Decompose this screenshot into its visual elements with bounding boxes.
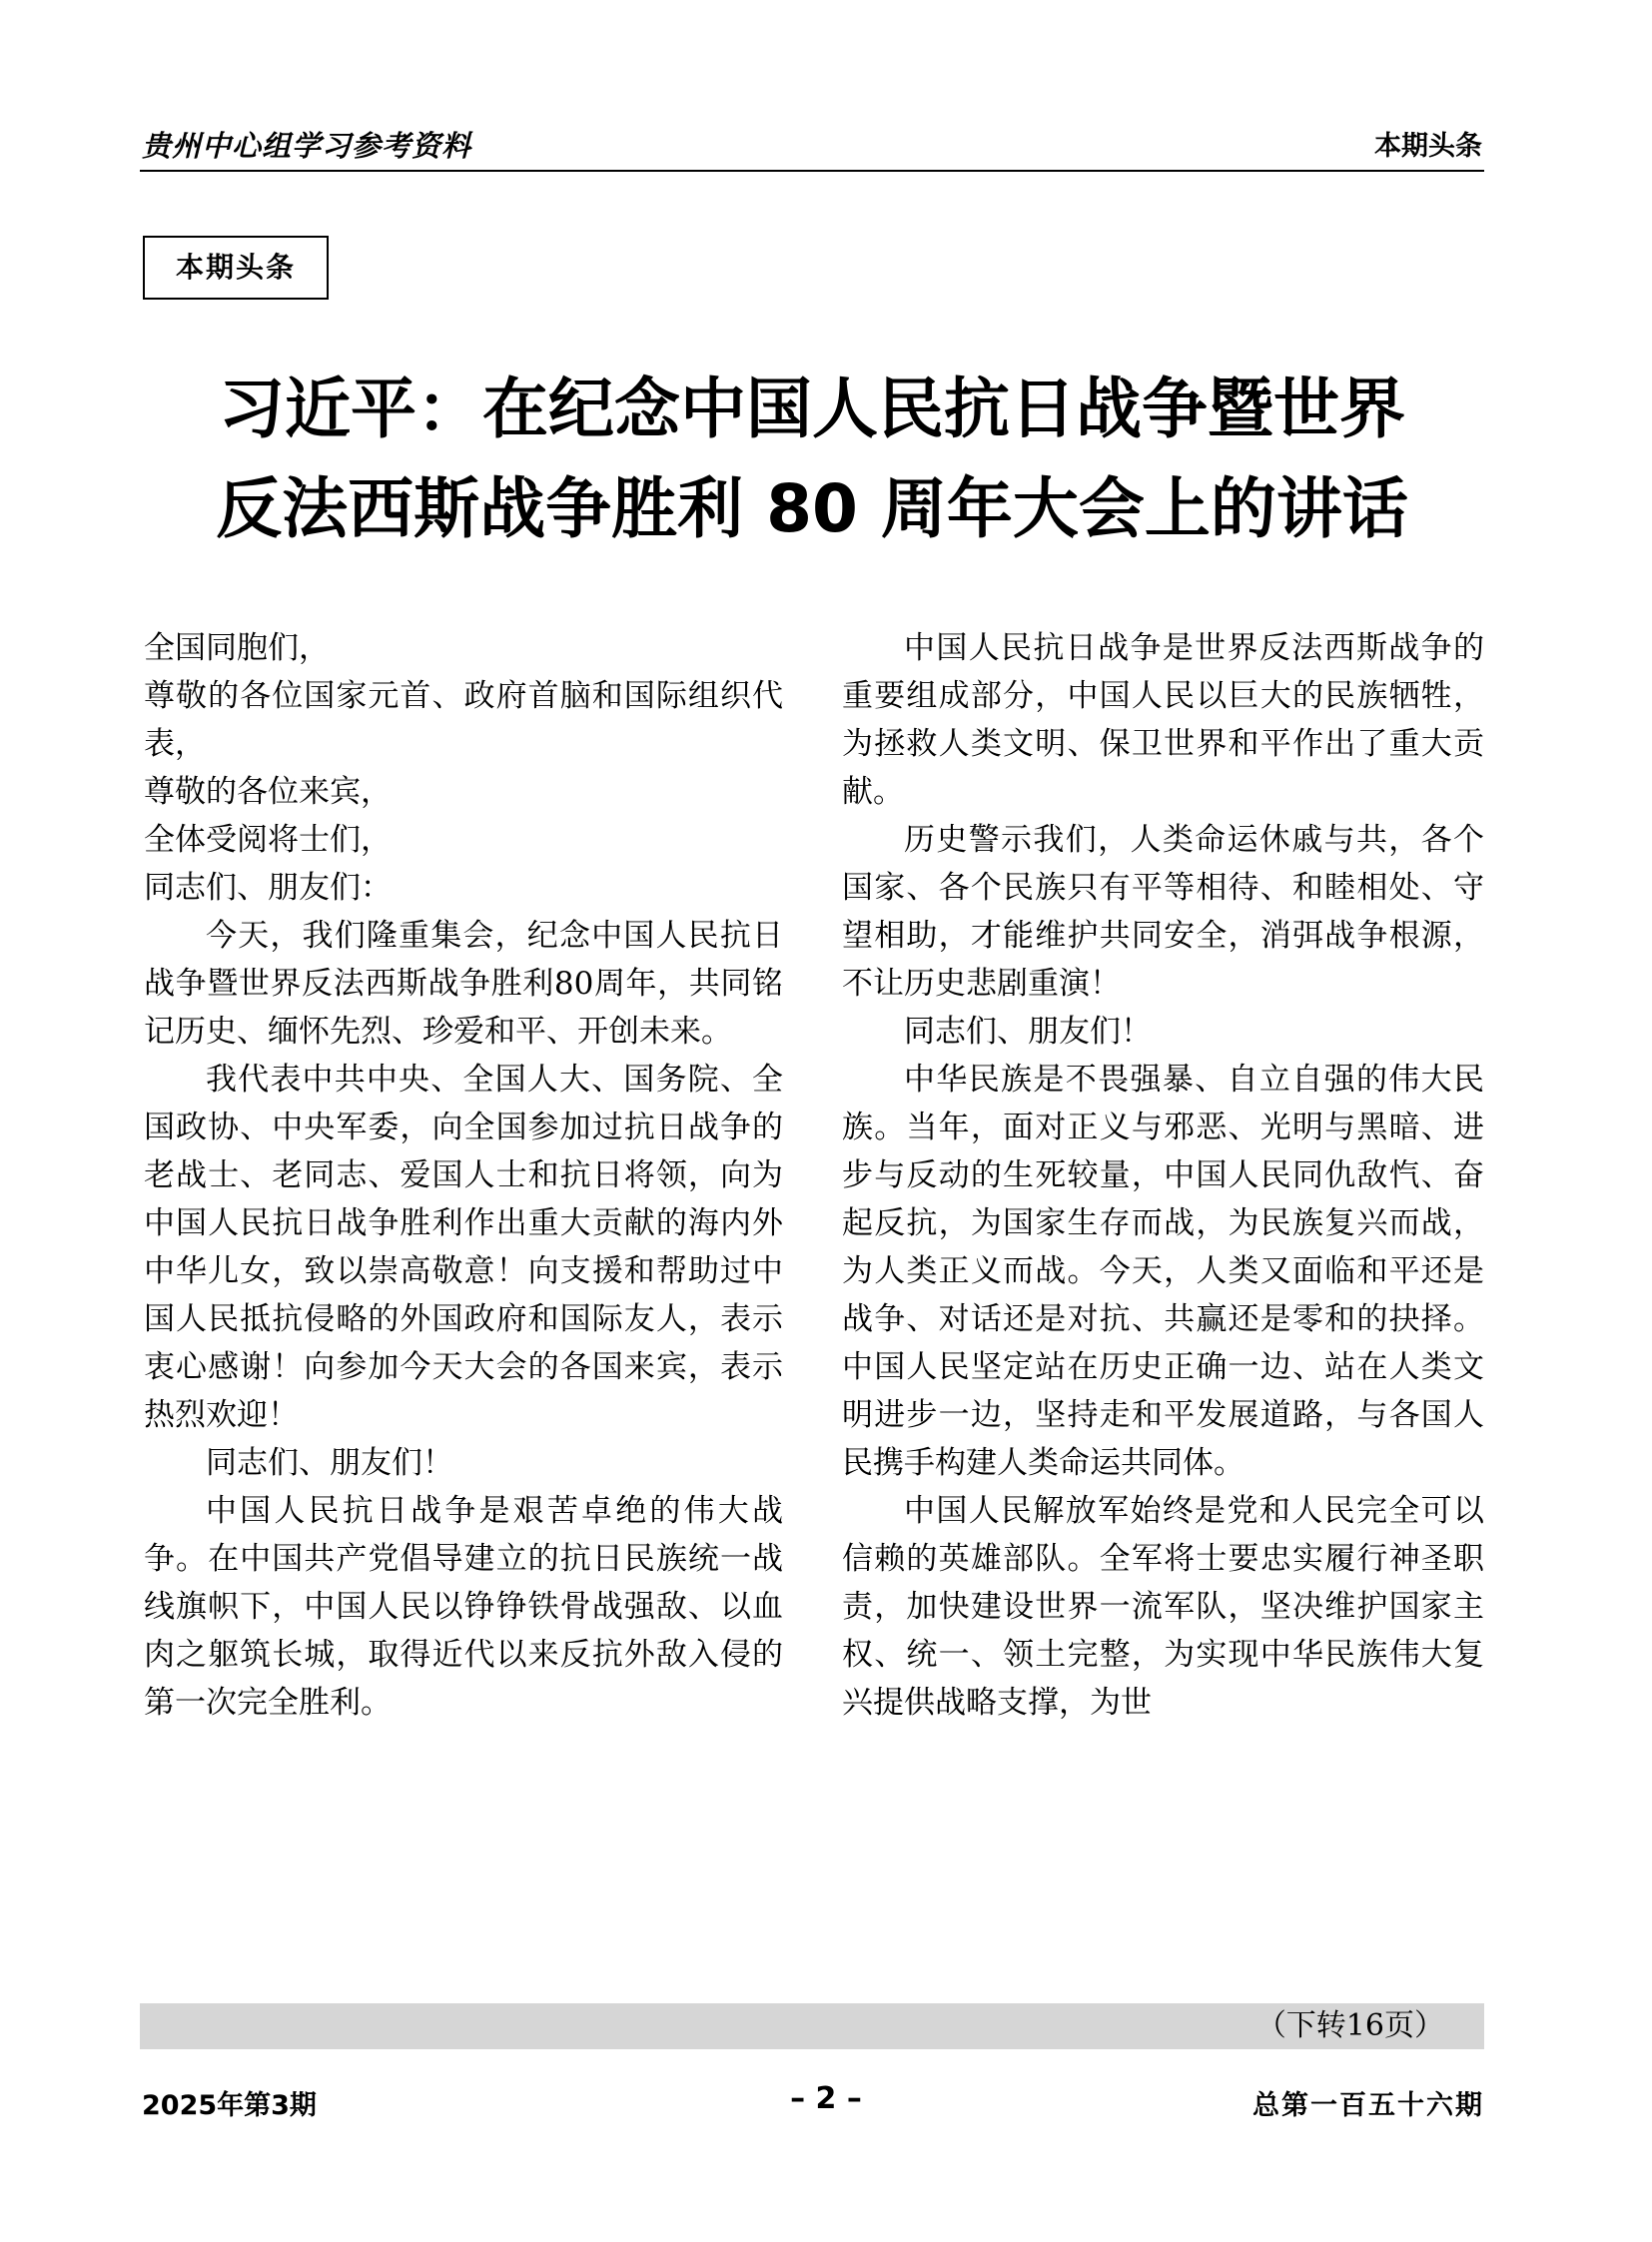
paragraph: 中华民族是不畏强暴、自立自强的伟大民族。当年，面对正义与邪恶、光明与黑暗、进步与反动的生死较量，中国人民同仇敌忾、奋起反抗，为国家生存而战，为民族复兴而战，为人类正义而战。今天，人类又面临和平还是战争、对话还是对抗、共赢还是零和的抉择。中国人民坚定站在历史正确一边、站在人类文明进步一边，坚持走和平发展道路，与各国人民携手构建人类命运共同体。: [842, 1062, 1484, 1481]
footer-page-number: – 2 –: [790, 2081, 862, 2116]
continued-note: （下转16页）: [1255, 2008, 1444, 2043]
publication-name: 贵州中心组学习参考资料: [142, 129, 472, 163]
left-column: [144, 624, 783, 1727]
paragraph: 中国人民解放军始终是党和人民完全可以信赖的英雄部队。全军将士要忠实履行神圣职责，加快建设世界一流军队，坚决维护国家主权、统一、领土完整，为实现中华民族伟大复兴提供战略支撑，为世: [842, 1493, 1484, 1721]
paragraph: 中国人民抗日战争是世界反法西斯战争的重要组成部分，中国人民以巨大的民族牺牲，为拯救人类文明、保卫世界和平作出了重大贡献。: [842, 630, 1484, 810]
paragraph: 中国人民抗日战争是艰苦卓绝的伟大战争。在中国共产党倡导建立的抗日民族统一战线旗帜下，中国人民以铮铮铁骨战强敌、以血肉之躯筑长城，取得近代以来反抗外敌入侵的第一次完全胜利。: [144, 1493, 783, 1721]
paragraph: 同志们、朋友们！: [904, 1014, 1152, 1050]
footer-issue: 2025年第3期: [142, 2090, 317, 2121]
header-section-label: 本期头条: [1374, 131, 1482, 162]
article-title-line-1: 习近平：在纪念中国人民抗日战争暨世界: [219, 371, 1405, 447]
paragraph: 尊敬的各位国家元首、政府首脑和国际组织代表，: [144, 678, 783, 762]
section-tag: 本期头条: [143, 236, 329, 300]
paragraph: 全体受阅将士们，: [144, 822, 392, 858]
paragraph: 我代表中共中央、全国人大、国务院、全国政协、中央军委，向全国参加过抗日战争的老战士、老同志、爱国人士和抗日将领，向为中国人民抗日战争胜利作出重大贡献的海内外中华儿女，致以崇高敬意！向支援和帮助过中国人民抵抗侵略的外国政府和国际友人，表示衷心感谢！向参加今天大会的各国来宾，表示热烈欢迎！: [144, 1062, 783, 1433]
paragraph: 全国同胞们，: [144, 630, 330, 666]
right-column: [842, 624, 1484, 1727]
running-header: [140, 118, 1484, 172]
article-title-line-2: 反法西斯战争胜利 80 周年大会上的讲话: [216, 470, 1408, 547]
paragraph: 历史警示我们，人类命运休戚与共，各个国家、各个民族只有平等相待、和睦相处、守望相助，才能维护共同安全，消弭战争根源，不让历史悲剧重演！: [842, 822, 1484, 1002]
footer-total-issue: 总第一百五十六期: [1252, 2090, 1484, 2121]
paragraph: 尊敬的各位来宾，: [144, 774, 392, 810]
paragraph: 同志们、朋友们！: [206, 1445, 453, 1481]
paragraph: 同志们、朋友们：: [144, 870, 392, 906]
paragraph: 今天，我们隆重集会，纪念中国人民抗日战争暨世界反法西斯战争胜利80周年，共同铭记历史、缅怀先烈、珍爱和平、开创未来。: [144, 918, 783, 1050]
continued-bar: [140, 2003, 1484, 2049]
